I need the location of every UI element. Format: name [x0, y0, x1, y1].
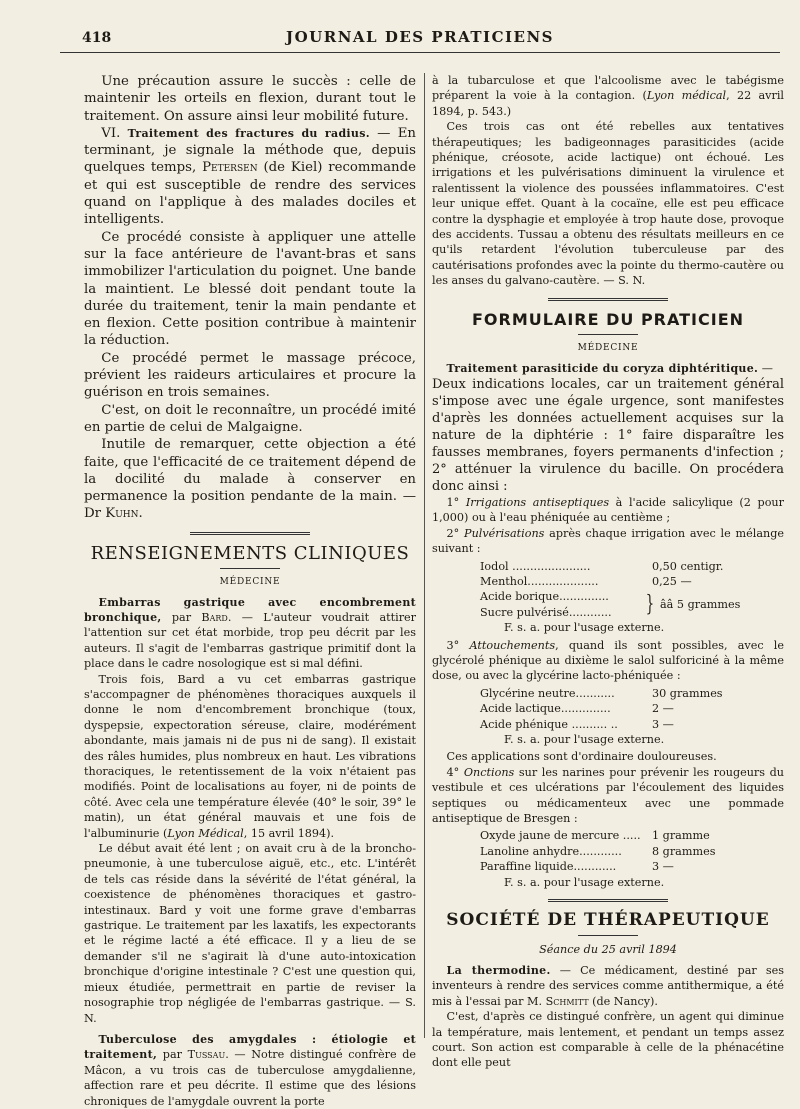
item-onctions — [432, 765, 784, 827]
source-title: Lyon Médical — [167, 826, 244, 840]
dash: — — [758, 361, 773, 375]
brace-glyph: } — [645, 591, 655, 617]
paragraph: Le début avait été lent ; on avait cru à de la broncho-pneumonie, à une tuberculose aiguë, etc., etc. L'intérêt de tels cas réside dans la sévérité de l'état général, la coexistence de phénomènes thoraciques et gastro-intestinaux. Bard y voit une forme grave d'embarras gastrique. Le traitement par les laxatifs, les expectorants et le régime lacté a été efficace. Il y a lieu de se demander s'il ne s'agirait là d'une auto-intoxication bronchique d'origine intestinale ? C'est une question qui, mieux étudiée, permettrait en partie de reviser la nosographie trop négligée de l'embarras gastrique. — S. N. — [84, 842, 416, 1025]
prescription-group — [480, 589, 784, 620]
fsa-note: F. s. a. pour l'usage externe. — [504, 875, 665, 889]
paragraph: Ce procédé permet le massage précoce, prévient les raideurs articulaires et procure la guérison en trois semaines. — [84, 350, 416, 401]
quantity: ââ 5 grammes — [660, 598, 741, 612]
paragraph-text: — En terminant, je signale la méthode que, depuis quelques temps, — [84, 125, 416, 176]
paragraph-text: Trois fois, Bard a vu cet embarras gastrique s'accompagner de phénomènes thoraciques auxquels il donne le nom d'encombrement bronchique (toux, dyspepsie, expectoration séreuse, claire, modérément abondante, mais jamais ni de pus ni de sang). Il existait des râles humides, plus nombreux en haut. Les vibrations thoraciques, le retentissement de la voix n'étaient pas modifiés. Point de localisations au foyer, ni de points de côté. Avec cela une température élevée (40° le soir, 39° le matin), un état général mauvais et une fois de l'albuminurie ( — [84, 672, 416, 840]
paragraph: Une précaution assure le succès : celle de maintenir les orteils en flexion, durant tout le traitement. On assure ainsi leur mobilité future. — [84, 74, 416, 124]
paragraph-text: Inutile de remarquer, cette objection a été faite, que l'efficacité de ce traitement dépend de la docilité du malade à conserver en permanence la position pendante de la main. — Dr — [84, 437, 416, 522]
prescription-row — [480, 717, 784, 732]
fsa-note: F. s. a. pour l'usage externe. — [504, 621, 665, 635]
item-text: à l'acide salicylique (2 pour 1,000) ou à l'eau phéniquée au centième ; — [432, 495, 784, 525]
section-vi-paragraph — [84, 125, 416, 229]
group-ingredients — [480, 589, 640, 620]
author-name: Schmitt — [545, 994, 589, 1008]
quantity: 3 — — [652, 860, 674, 874]
item-text: , quand ils sont possibles, avec le glycérolé phénique au dixième le salol sulforiciné à la même dose, ou avec la glycérine lacto-phéniquée : — [432, 638, 785, 683]
paragraph: C'est, on doit le reconnaître, un procédé imité en partie de celui de Malgaigne. — [84, 402, 416, 435]
fsa-note: F. s. a. pour l'usage externe. — [504, 733, 665, 746]
heading-rule — [578, 334, 638, 335]
quantity: 2 — — [652, 702, 674, 716]
ingredient: Acide borique.............. — [480, 590, 609, 604]
prescription-row — [480, 844, 784, 859]
paragraph-text: . — Notre distingué confrère de Mâcon, a vu trois cas de tuberculose amygdalienne, affection rare et peu décrite. Il estime que des lésions chroniques de l'amygdale ouvrent la porte — [84, 1048, 417, 1108]
item-name: Attouchements — [469, 638, 556, 652]
section-rule — [190, 532, 310, 538]
page-number: 418 — [82, 30, 112, 46]
article-tuberculose — [84, 1032, 416, 1109]
heading-rule — [578, 935, 638, 936]
item-number: 2° — [446, 526, 460, 540]
paragraph: C'est, d'après ce distingué confrère, un agent qui diminue la température, mais lentement, et pendant un temps assez court. Son action est comparable à celle de la phénacétine dont elle peut — [432, 1010, 784, 1070]
section-title: Traitement des fractures du radius. — [127, 126, 370, 140]
source-date: , 22 avril 1894, p. 543.) — [432, 89, 784, 118]
prescription-row — [480, 686, 784, 701]
seance-date: Séance du 25 avril 1894 — [539, 943, 677, 957]
rubric-medecine: MÉDECINE — [577, 343, 639, 354]
item-name: Irrigations antiseptiques — [465, 495, 610, 509]
left-column — [84, 73, 416, 1109]
ingredient: Acide lactique.............. — [480, 702, 611, 716]
paragraph — [432, 73, 784, 119]
heading-rule — [220, 568, 280, 569]
quantity: 0,50 centigr. — [652, 559, 724, 573]
item-number: 3° — [446, 638, 460, 652]
section-heading-formulaire: FORMULAIRE DU PRATICIEN — [471, 309, 745, 329]
article-title: Embarras gastrique avec encombrement bronchique, — [84, 595, 416, 624]
section-heading-societe: SOCIÉTÉ DE THÉRAPEUTIQUE — [446, 910, 770, 931]
item-text: après chaque irrigation avec le mélange suivant : — [432, 526, 784, 556]
paragraph: Ces applications sont d'ordinaire douloureuses. — [446, 750, 717, 764]
quantity: 30 grammes — [652, 686, 723, 700]
prescription-1 — [480, 559, 784, 636]
item-number: 1° — [446, 495, 460, 509]
section-rule — [548, 298, 668, 304]
item-name: Pulvérisations — [464, 526, 545, 540]
ingredient: Glycérine neutre........... — [480, 686, 615, 700]
by-word: par — [171, 610, 192, 624]
paragraph — [84, 672, 416, 841]
ingredient: Iodol ...................... — [480, 559, 591, 573]
author-name: Tussau — [187, 1048, 226, 1062]
radius-section — [84, 73, 416, 523]
formula-intro: Deux indications locales, car un traitement général s'impose avec une égale urgence, sont manifestes d'après les données actuellement acquises sur la nature de la diphtérie : 1° faire disparaître les fausses membranes, foyers permanents d'infection ; 2° atténuer la virulence du bacille. On procédera donc ainsi : — [432, 376, 784, 494]
prescription-2 — [480, 686, 784, 748]
author-name: Petersen — [202, 160, 258, 176]
article-embarras — [84, 595, 416, 672]
paragraph-text: (de Kiel) recommande et qui est susceptible de rendre des services quand on l'applique à des malades dociles et intelligents. — [84, 160, 417, 228]
quantity: 1 gramme — [652, 829, 710, 843]
quantity: 0,25 — — [652, 574, 692, 588]
quantity: 8 grammes — [652, 844, 716, 858]
source-title: Lyon médical — [646, 89, 727, 103]
article-title: La thermodine. — [446, 963, 551, 977]
paragraph: Inutile de remarquer, cette objection a été faite, que l'efficacité de ce traitement dépend de la docilité du malade à conserver en permanence la position pendante de la main. — Dr Kuhn. — [84, 437, 416, 522]
section-number: VI. — [101, 125, 121, 141]
formula-title: Traitement parasiticide du coryza diphtéritique. — [446, 361, 759, 375]
source-date: , 15 avril 1894). — [243, 826, 335, 840]
prescription-row — [480, 574, 784, 589]
by-word: par — [162, 1048, 182, 1062]
item-text: sur les narines pour prévenir les rougeurs du vestibule et ces ulcérations par l'écoulement des liquides septiques ou médicamenteux avec une pommade antiseptique de Bresgen : — [432, 765, 784, 826]
article-title: Tuberculose des amygdales : étiologie et traitement, — [84, 1032, 416, 1062]
rubric-medecine: MÉDECINE — [219, 577, 281, 588]
paragraph-text: à la tubarculose et que l'alcoolisme avec le tabégisme préparent la voie à la contagion. ( — [432, 74, 784, 103]
item-irrigations — [432, 495, 784, 526]
formula-title-line — [432, 361, 784, 376]
author-place: (de Nancy). — [588, 994, 658, 1008]
page-header — [60, 28, 780, 53]
column-divider — [424, 73, 425, 1038]
section-rule — [548, 899, 668, 905]
item-number: 4° — [446, 765, 460, 779]
ingredient: Oxyde jaune de mercure ..... — [480, 829, 641, 843]
section-heading-renseignements: RENSEIGNEMENTS CLINIQUES — [90, 542, 410, 564]
prescription-3 — [480, 828, 784, 890]
running-title: JOURNAL DES PRATICIENS — [286, 28, 554, 46]
ingredient: Lanoline anhydre............ — [480, 844, 622, 858]
ingredient: Sucre pulvérisé............ — [480, 605, 612, 619]
prescription-row — [480, 559, 784, 574]
author-name: Bard — [201, 610, 228, 624]
item-name: Onctions — [463, 765, 515, 779]
ingredient: Menthol.................... — [480, 574, 599, 588]
quantity: 3 — — [652, 717, 674, 731]
item-attouchements — [432, 638, 784, 684]
paragraph: Ce procédé consiste à appliquer une attelle sur la face antérieure de l'avant-bras et sans immobilizer l'articulation du poignet. Une bande la maintient. Le blessé doit pendant toute la durée du traitement, tenir la main pendante et en flexion. Cette position contribue à maintenir la réduction. — [84, 229, 416, 349]
item-pulverisations — [432, 526, 784, 557]
paragraph-text: . — L'auteur voudrait attirer l'attention sur cet état morbide, trop peu décrit par les auteurs. Il s'agit de l'embarras gastrique primitif dont la place dans le cadre nosologique est si mal défini. — [84, 610, 417, 671]
prescription-row — [480, 859, 784, 874]
ingredient: Acide phénique .......... .. — [480, 717, 618, 731]
paragraph-text: — Ce médicament, destiné par ses inventeurs à rendre des services comme antithermique, a été mis à l'essai par M. — [432, 963, 784, 1008]
article-thermodine — [432, 963, 784, 1009]
paragraph: Ces trois cas ont été rebelles aux tentatives thérapeutiques; les badigeonnages parasiticides (acide phénique, créosote, acide lactique) ont échoué. Les irrigations et les pulvérisations diminuent la virulence et ralentissent la violence des poussées inflammatoires. C'est leur unique effet. Quant à la cocaïne, elle est peu efficace contre la dysphagie et employée à trop haute dose, provoque des accidents. Tussau a obtenu des résultats meilleurs en ce qu'ils retardent l'évolution tuberculeuse par des cautérisations profondes avec la pointe du thermo-cautère ou les anses du galvano-cautère. — S. N. — [432, 120, 784, 288]
prescription-row — [480, 828, 784, 843]
right-column — [432, 73, 784, 1071]
ingredient: Paraffine liquide............ — [480, 860, 617, 874]
signature: Kuhn — [105, 506, 139, 522]
prescription-row — [480, 701, 784, 716]
